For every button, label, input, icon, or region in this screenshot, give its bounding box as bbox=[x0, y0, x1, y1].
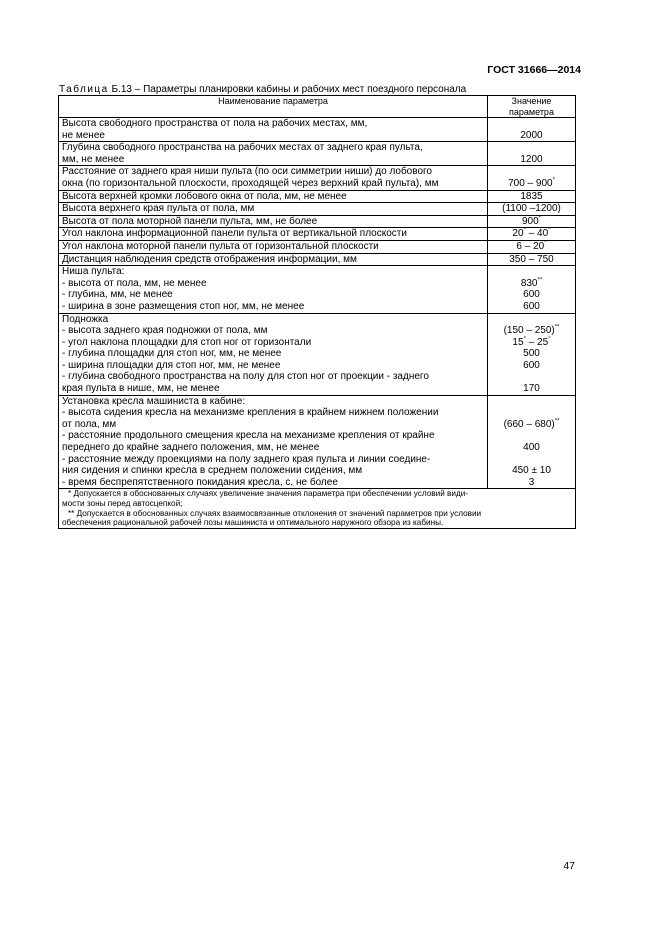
value-line bbox=[491, 454, 572, 466]
param-line: - расстояние между проекциями на полу заднего края пульта и линии соедине- bbox=[62, 453, 431, 465]
value-line: (1100 –1200) bbox=[502, 203, 561, 215]
value-cell bbox=[488, 142, 576, 166]
value-line: 15° – 25° bbox=[512, 336, 551, 348]
table-row bbox=[59, 166, 576, 190]
param-line: - высота от пола, мм, не менее bbox=[62, 277, 207, 289]
param-line: - глубина свободного пространства на полу для стоп ног от проекции - заднего bbox=[62, 371, 429, 383]
param-cell bbox=[59, 240, 488, 253]
value-cell bbox=[488, 203, 576, 216]
value-line: (660 – 680)** bbox=[503, 418, 560, 430]
value-cell bbox=[488, 395, 576, 489]
param-line: Угол наклона информационной панели пульта от вертикальной плоскости bbox=[62, 228, 407, 240]
notes-row bbox=[59, 489, 576, 528]
param-line: Установка кресла машиниста в кабине: bbox=[62, 395, 246, 407]
value-line: 500 bbox=[523, 348, 540, 360]
caption-text: Б.13 – Параметры планировки кабины и рабочих мест поездного персонала bbox=[108, 84, 467, 95]
param-cell bbox=[59, 142, 488, 166]
param-line: мм, не менее bbox=[62, 153, 125, 165]
value-line: 450 ± 10 bbox=[512, 465, 551, 477]
value-cell bbox=[488, 228, 576, 241]
value-line: 1835 bbox=[520, 190, 543, 202]
param-cell bbox=[59, 266, 488, 313]
caption-label: Таблица bbox=[59, 84, 109, 95]
value-line: 600 bbox=[523, 289, 540, 301]
table-row bbox=[59, 228, 576, 241]
note-line: ** Допускается в обоснованных случаях взаимосвязанные отклонения от значений параметров при условии bbox=[68, 508, 482, 518]
table-header-row bbox=[59, 96, 576, 118]
value-cell bbox=[488, 266, 576, 313]
param-line: Высота свободного пространства от пола на рабочих местах, мм, bbox=[62, 118, 368, 129]
value-cell bbox=[488, 253, 576, 266]
param-cell bbox=[59, 203, 488, 216]
param-cell bbox=[59, 215, 488, 228]
param-line: окна (по горизонтальной плоскости, проходящей через верхний край пульта), мм bbox=[62, 177, 439, 189]
page-number: 47 bbox=[563, 860, 575, 872]
value-line: 400 bbox=[523, 442, 540, 454]
note-line: * Допускается в обоснованных случаях увеличение значения параметра при обеспечении условий види- bbox=[68, 489, 469, 499]
value-line: 20° – 40° bbox=[512, 228, 551, 240]
value-line: 830** bbox=[520, 277, 543, 289]
value-line: 600 bbox=[523, 300, 540, 312]
table-row bbox=[59, 118, 576, 142]
value-line bbox=[491, 142, 572, 154]
param-line: Высота верхней кромки лобового окна от пола, мм, не менее bbox=[62, 190, 347, 202]
param-line: Глубина свободного пространства на рабочих местах от заднего края пульта, bbox=[62, 142, 423, 154]
param-cell bbox=[59, 395, 488, 489]
value-cell bbox=[488, 240, 576, 253]
param-line: переднего до крайне заднего положения, мм, не менее bbox=[62, 442, 320, 454]
param-line: Высота от пола моторной панели пульта, мм, не более bbox=[62, 215, 318, 227]
table-caption bbox=[59, 84, 466, 95]
param-cell bbox=[59, 190, 488, 203]
value-cell bbox=[488, 313, 576, 395]
param-line: Угол наклона моторной панели пульта от горизонтальной плоскости bbox=[62, 240, 379, 252]
table-row bbox=[59, 240, 576, 253]
value-line: 170 bbox=[523, 383, 540, 395]
value-cell bbox=[488, 190, 576, 203]
param-line: - ширина площадки для стоп ног, мм, не менее bbox=[62, 359, 281, 371]
value-line bbox=[491, 396, 572, 408]
table-row bbox=[59, 215, 576, 228]
value-cell bbox=[488, 166, 576, 190]
table-notes bbox=[59, 489, 576, 528]
param-cell bbox=[59, 166, 488, 190]
value-line bbox=[491, 266, 572, 278]
value-line bbox=[491, 166, 572, 178]
value-line: 2000 bbox=[520, 129, 543, 141]
param-line: Подножка bbox=[62, 313, 109, 325]
param-line: ния сидения и спинки кресла в среднем положении сидения, мм bbox=[62, 465, 363, 477]
table-row bbox=[59, 203, 576, 216]
value-line bbox=[491, 430, 572, 442]
param-line: - ширина в зоне размещения стоп ног, мм, не менее bbox=[62, 300, 305, 312]
param-line: не менее bbox=[62, 129, 105, 141]
param-line: Высота верхнего края пульта от пола, мм bbox=[62, 203, 255, 215]
param-line: - расстояние продольного смещения кресла на механизме крепления от крайне bbox=[62, 430, 435, 442]
note-line: мости зоны перед автосцепкой; bbox=[62, 499, 183, 508]
standard-number: ГОСТ 31666—2014 bbox=[487, 64, 581, 76]
param-line: края пульта в нише, мм, не менее bbox=[62, 383, 220, 395]
param-line: Дистанция наблюдения средств отображения информации, мм bbox=[62, 253, 357, 265]
value-line bbox=[491, 314, 572, 326]
value-line: 600 bbox=[523, 359, 540, 371]
header-param: Наименование параметра bbox=[59, 96, 488, 118]
value-line: (150 – 250)** bbox=[503, 324, 560, 337]
param-line: - высота сидения кресла на механизме крепления в крайнем нижнем положении bbox=[62, 407, 439, 419]
table-row bbox=[59, 395, 576, 489]
param-cell bbox=[59, 313, 488, 395]
value-cell bbox=[488, 215, 576, 228]
table-row bbox=[59, 142, 576, 166]
value-line: 1200 bbox=[520, 153, 543, 165]
param-line: - высота заднего края подножки от пола, мм bbox=[62, 325, 268, 337]
table-row bbox=[59, 266, 576, 313]
value-line: 700 – 900* bbox=[508, 177, 555, 189]
note-line: обеспечения рациональной рабочей позы машиниста и оптимального наружного обзора из кабины. bbox=[62, 518, 444, 528]
param-line: - угол наклона площадки для стоп ног от горизонтали bbox=[62, 336, 312, 348]
value-cell bbox=[488, 118, 576, 142]
parameters-table bbox=[58, 95, 576, 529]
value-line: 6 – 20° bbox=[516, 240, 547, 252]
param-cell bbox=[59, 228, 488, 241]
value-line bbox=[491, 371, 572, 383]
param-line: Ниша пульта: bbox=[62, 266, 125, 278]
param-line: от пола, мм bbox=[62, 418, 117, 430]
param-cell bbox=[59, 253, 488, 266]
param-line: - время беспрепятственного покидания кресла, с, не более bbox=[62, 476, 338, 488]
param-line: Расстояние от заднего края ниши пульта (по оси симметрии ниши) до лобового bbox=[62, 166, 432, 178]
value-line: 900* bbox=[521, 215, 542, 227]
table-row bbox=[59, 190, 576, 203]
param-line: - глубина площадки для стоп ног, мм, не менее bbox=[62, 348, 282, 360]
header-value: Значение параметра bbox=[488, 96, 576, 118]
table-row bbox=[59, 253, 576, 266]
value-line: 3 bbox=[528, 476, 535, 488]
param-line: - глубина, мм, не менее bbox=[62, 289, 173, 301]
param-cell bbox=[59, 118, 488, 142]
table-row bbox=[59, 313, 576, 395]
value-line: 350 – 750 bbox=[509, 253, 554, 265]
value-line bbox=[491, 407, 572, 419]
value-line bbox=[491, 118, 572, 130]
